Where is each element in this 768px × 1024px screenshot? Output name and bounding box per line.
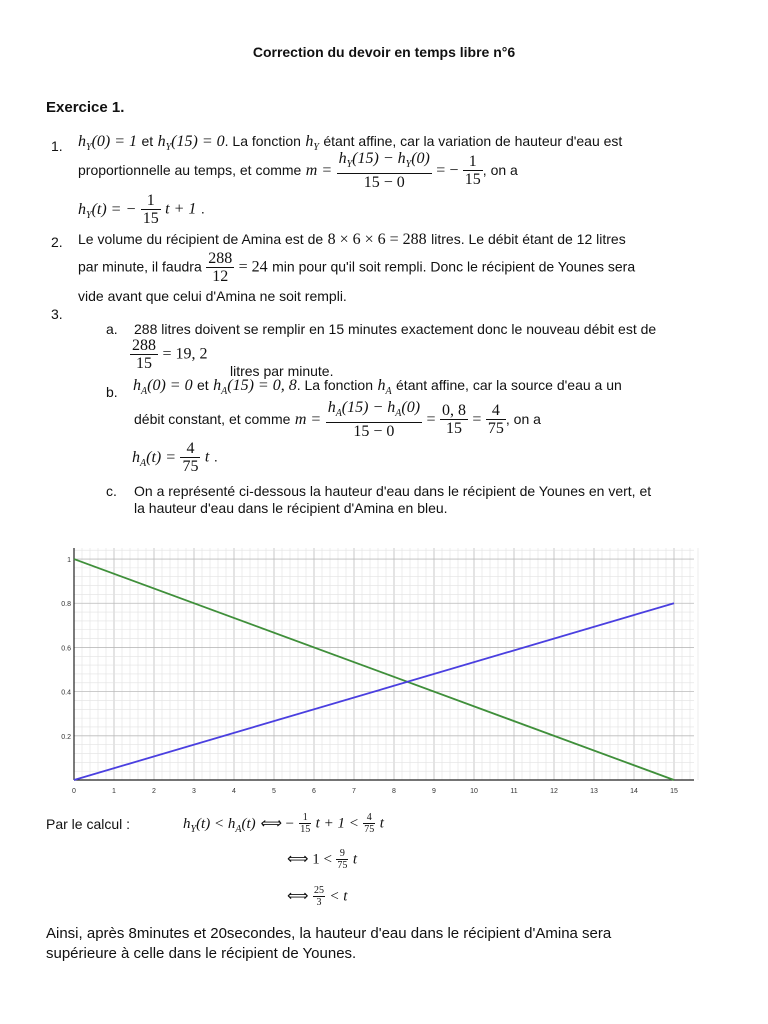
q3b-slope-fraction: $\frac{h_A(15) - h_A(0)}{15 - 0}$	[327, 399, 421, 441]
q1-slope-fraction: $\frac{h_Y(15) - h_Y(0)}{15 - 0}$	[338, 150, 430, 192]
q3-number: 3.	[51, 306, 63, 322]
q3b-formula-ha0: $h_A(0) = 0$	[133, 377, 193, 398]
calc-line2	[287, 848, 357, 871]
q1-result-frac: $\frac{1}{15}$	[142, 192, 159, 227]
x-tick-label: 0	[72, 788, 76, 795]
exercise-heading: Exercice 1.	[46, 99, 125, 116]
x-tick-label: 8	[392, 788, 396, 795]
q3b-et: et	[197, 377, 209, 393]
x-tick-label: 7	[352, 788, 356, 795]
q2-line1	[78, 231, 626, 249]
q3c-label: c.	[106, 483, 117, 499]
q3b-result-dot: .	[213, 448, 218, 465]
q3b-text4: , on a	[505, 410, 541, 427]
q3b-result-frac: $\frac{4}{75}$	[182, 440, 199, 475]
q1-result-dot: .	[200, 200, 205, 217]
q1-formula-hy0: $h_Y(0) = 1$	[78, 133, 138, 154]
x-tick-label: 5	[272, 788, 276, 795]
calc-l1-frac2: $\frac{4}{75}$	[364, 812, 375, 835]
q3a-fraction: $\frac{288}{15}$	[132, 337, 156, 372]
water-height-chart	[46, 540, 700, 800]
q3b-label: b.	[106, 384, 118, 400]
calc-l3-lhs: ⟺	[287, 888, 309, 905]
x-tick-label: 14	[630, 788, 638, 795]
q3b-result	[132, 440, 218, 475]
calc-label: Par le calcul :	[46, 816, 131, 832]
q2-fraction: $\frac{288}{12}$	[208, 250, 233, 285]
q3b-text1: . La fonction	[296, 377, 373, 393]
y-tick-label: 0.2	[61, 733, 71, 741]
q3b-m-eq: m =	[294, 410, 322, 428]
q3b-text3: débit constant, et comme	[134, 410, 291, 427]
q3b-fraction3: $\frac{4}{75}$	[487, 402, 504, 438]
calc-l2-frac: $\frac{9}{75}$	[337, 848, 348, 871]
x-tick-label: 1	[112, 788, 116, 795]
q3a-text1: 288 litres doivent se remplir en 15 minutes exactement donc le nouveau débit est de	[134, 321, 657, 337]
q3b-result-lhs: $h_A(t)$ =	[132, 448, 177, 469]
x-tick-label: 11	[510, 788, 518, 795]
q1-text1: . La fonction	[224, 133, 301, 149]
x-tick-label: 13	[590, 788, 598, 795]
calc-line3	[287, 885, 347, 908]
calc-l3-end: < t	[329, 888, 348, 905]
calc-l2-end: t	[352, 851, 358, 868]
q1-text3: proportionnelle au temps, et comme	[78, 161, 302, 178]
x-tick-label: 15	[670, 788, 678, 795]
q3a-eq: = 19, 2	[162, 345, 208, 363]
q1-result-lhs: $h_Y(t)$ = −	[78, 200, 137, 221]
x-tick-label: 3	[192, 788, 196, 795]
x-tick-label: 6	[312, 788, 316, 795]
calc-l2-lhs: ⟺ 1 <	[287, 851, 332, 868]
q1-text2: étant affine, car la variation de hauteur d'eau est	[323, 133, 623, 149]
calc-line1	[183, 812, 384, 835]
q2-volume-formula: 8 × 6 × 6 = 288	[327, 231, 427, 248]
q3b-eq2: =	[472, 410, 482, 428]
series-line-0	[74, 559, 674, 780]
x-tick-label: 4	[232, 788, 236, 795]
y-tick-label: 0.8	[61, 601, 71, 609]
q3b-fraction2: $\frac{0, 8}{15}$	[441, 402, 466, 438]
q1-result	[78, 192, 205, 227]
page-title: Correction du devoir en temps libre n°6	[252, 44, 516, 60]
q3c-text2: la hauteur d'eau dans le récipient d'Amina en bleu.	[134, 500, 448, 516]
q3a-label: a.	[106, 321, 118, 337]
q3b-formula-ha15: $h_A(15) = 0$, 8	[213, 377, 297, 398]
q2-number: 2.	[51, 234, 63, 250]
x-tick-label: 10	[470, 788, 478, 795]
q1-m-eq: m =	[305, 161, 333, 179]
q3b-eq1: =	[426, 410, 436, 428]
y-tick-label: 1	[67, 557, 71, 565]
q1-line2	[78, 150, 518, 191]
calc-l3-frac: $\frac{25}{3}$	[313, 885, 324, 908]
calc-l1-frac1: $\frac{1}{15}$	[300, 812, 311, 835]
conclusion-line1: Ainsi, après 8minutes et 20secondes, la hauteur d'eau dans le récipient d'Amina sera	[46, 925, 612, 942]
q1-result-rhs: t + 1	[165, 200, 197, 218]
q3a-text2: litres par minute.	[230, 363, 334, 379]
q3b-line2	[134, 399, 541, 440]
x-tick-label: 2	[152, 788, 156, 795]
calc-l1-lhs: $h_Y(t) < h_A(t)$ ⟺ −	[183, 815, 295, 835]
x-tick-label: 12	[550, 788, 558, 795]
q2-text5: vide avant que celui d'Amina ne soit rempli.	[78, 288, 347, 304]
calc-l1-mid: t + 1 <	[315, 815, 359, 832]
q3b-text2: étant affine, car la source d'eau a un	[396, 377, 622, 393]
q2-text2: litres. Le débit étant de 12 litres	[431, 231, 626, 247]
q1-formula-hy15: $h_Y(15) = 0$	[157, 133, 225, 154]
x-tick-label: 9	[432, 788, 436, 795]
q2-line2	[78, 250, 635, 285]
y-tick-label: 0.6	[61, 645, 71, 653]
q1-et: et	[141, 133, 154, 149]
q1-number: 1.	[51, 138, 63, 154]
q3b-line1	[133, 377, 622, 397]
q1-text4: , on a	[482, 161, 518, 178]
q1-result-fraction: $\frac{1}{15}$	[464, 153, 481, 189]
q2-text3: par minute, il faudra	[78, 258, 202, 275]
q3b-result-rhs: t	[204, 448, 210, 466]
conclusion-line2: supérieure à celle dans le récipient de Younes.	[46, 945, 357, 962]
q1-formula-hy: $h_Y$	[305, 133, 319, 154]
q3c-text1: On a représenté ci-dessous la hauteur d'eau dans le récipient de Younes en vert, et	[134, 483, 652, 499]
q3b-formula-ha: $h_A$	[377, 377, 392, 398]
q2-eq: = 24	[238, 258, 268, 276]
q2-text4: min pour qu'il soit rempli. Donc le récipient de Younes sera	[272, 258, 636, 275]
y-tick-label: 0.4	[61, 689, 71, 697]
calc-l1-end: t	[379, 815, 384, 832]
q1-eq-minus: = −	[436, 161, 459, 179]
q2-text1: Le volume du récipient de Amina est de	[78, 231, 324, 247]
q3a-result	[130, 337, 207, 372]
